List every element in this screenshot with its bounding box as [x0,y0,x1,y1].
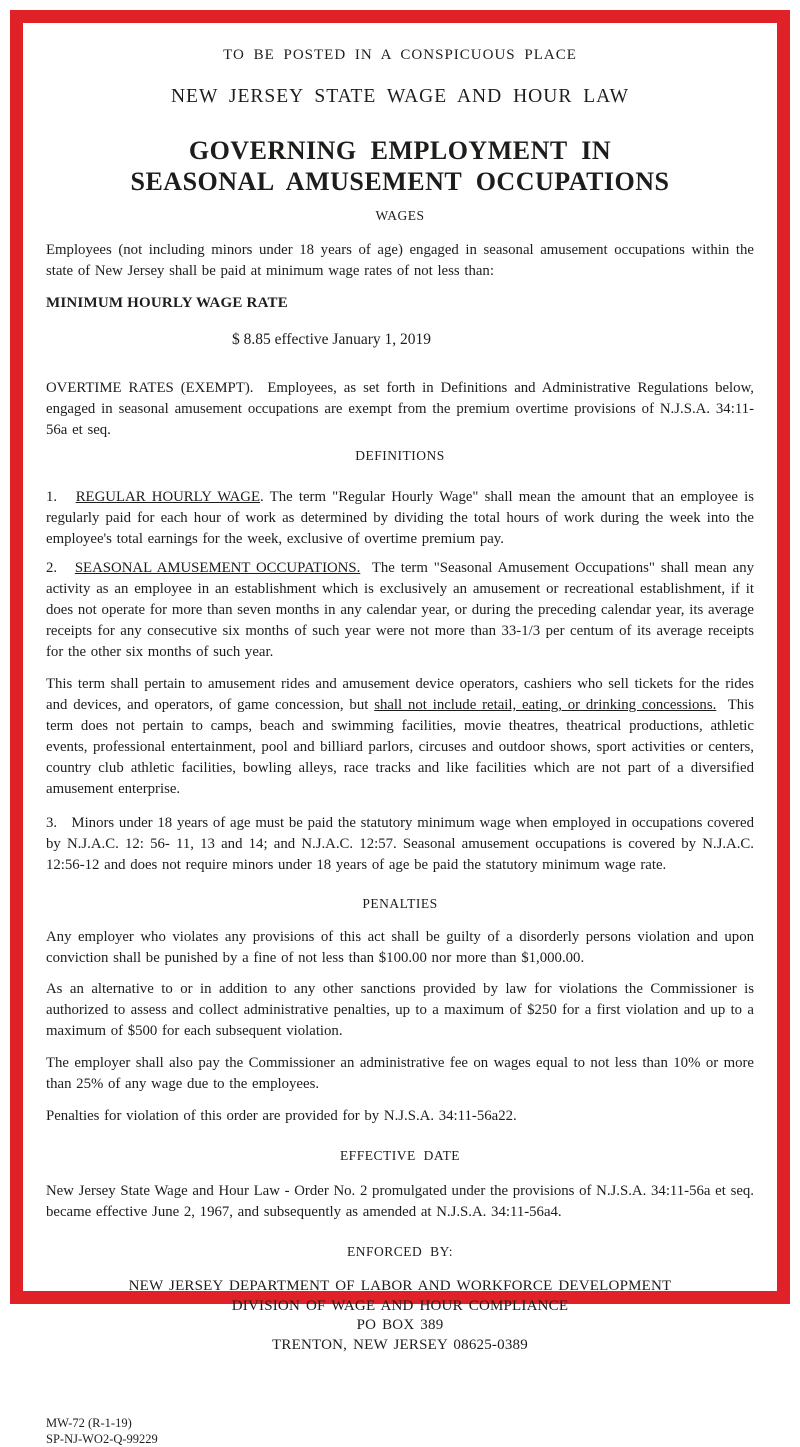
term-scope-pre: This term shall pertain to amusement rides and amusement device operators, cashiers who sell tickets for the rides and devices, and operators, of game concession, but [46,676,754,713]
definition-2-number: 2. [46,560,75,576]
definition-3-minors [46,813,754,876]
red-border-frame [10,10,790,1446]
agency-city-line: TRENTON, NEW JERSEY 08625-0389 [272,1336,528,1353]
effective-date-section-heading: EFFECTIVE DATE [339,1148,461,1163]
definition-1-number: 1. [46,489,76,505]
definition-1-term: REGULAR HOURLY WAGE [75,489,261,505]
effective-date-paragraph: New Jersey State Wage and Hour Law - Order No. 2 promulgated under the provisions of N.J.S.A. 34:11-56a et seq. became effective June 2, 1967, and subsequently as amended at N.J.S.A. 34:11-56a4. [46,1183,754,1220]
footer-codes [46,1415,754,1447]
posting-notice: TO BE POSTED IN A CONSPICUOUS PLACE [223,47,577,63]
term-scope-paragraph [46,674,754,800]
minimum-wage-rate-label: MINIMUM HOURLY WAGE RATE [46,295,288,311]
overtime-rates-paragraph: OVERTIME RATES (EXEMPT). Employees, as set forth in Definitions and Administrative Regulations below, engaged in seasonal amusement occupations are exempt from the premium overtime provisions of N.J.S.A. 34:11-56a et seq. [46,380,754,438]
definition-3-text: Minors under 18 years of age must be paid the statutory minimum wage when employed in occupations covered by N.J.A.C. 12: 56- 11, 13 and 14; and N.J.A.C. 12:57. Seasonal amusement occupations is covered by N.J.A.C. 12:56-12 and does not require minors under 18 years of age be paid the statutory minimum wage rate. [46,815,754,873]
main-title-line1: GOVERNING EMPLOYMENT IN [188,136,612,165]
definition-3-number: 3. [46,815,72,831]
main-title-line2: SEASONAL AMUSEMENT OCCUPATIONS [130,167,670,196]
penalties-paragraph-2: As an alternative to or in addition to any other sanctions provided by law for violations the Commissioner is authorized to assess and collect administrative penalties, up to a maximum of $250 for a first violation and up to a maximum of $500 for each subsequent violation. [46,981,754,1039]
law-title: NEW JERSEY STATE WAGE AND HOUR LAW [170,86,630,107]
definition-2-seasonal-amusement [46,558,754,663]
wages-intro-paragraph: Employees (not including minors under 18 years of age) engaged in seasonal amusement occupations within the state of New Jersey shall be paid at minimum wage rates of not less than: [46,242,754,279]
enforcement-agency-block [46,1277,754,1355]
minimum-wage-rate-value: $ 8.85 effective January 1, 2019 [232,331,432,348]
definition-1-text: . The term "Regular Hourly Wage" shall mean the amount that an employee is regularly paid for each hour of work as determined by dividing the total hours of work during the week into the employee's total earnings for the week, exclusive of overtime premium pay. [46,489,754,547]
form-number: MW-72 (R-1-19) [46,1416,132,1430]
print-code: SP-NJ-WO2-Q-99229 [46,1432,158,1446]
wages-section-heading: WAGES [375,208,425,223]
penalties-paragraph-1: Any employer who violates any provisions of this act shall be guilty of a disorderly persons violation and upon conviction shall be punished by a fine of not less than $100.00 nor more than $1,000.00. [46,929,754,966]
definition-2-term: SEASONAL AMUSEMENT OCCUPATIONS. [74,560,361,576]
penalties-paragraph-4: Penalties for violation of this order are provided for by N.J.S.A. 34:11-56a22. [46,1108,517,1124]
agency-division-line: DIVISION OF WAGE AND HOUR COMPLIANCE [231,1297,569,1314]
penalties-section-heading: PENALTIES [362,896,438,911]
enforced-by-section-heading: ENFORCED BY: [347,1244,453,1259]
definition-1-regular-hourly-wage [46,487,754,550]
agency-po-box-line: PO BOX 389 [356,1317,444,1333]
main-title [46,135,754,197]
definition-2-text: The term "Seasonal Amusement Occupations" shall mean any activity as an employee in an establishment which is exclusively an amusement or recreational establishment, if it does not operate for more than seven months in any calendar year, or during the preceding calendar year, its average receipts for any consecutive six months of such year were not more than 33-1/3 per centum of its average receipts for the other six months of such year. [46,560,754,660]
penalties-paragraph-3: The employer shall also pay the Commissioner an administrative fee on wages equal to not less than 10% or more than 25% of any wage due to the employees. [46,1055,754,1092]
definitions-section-heading: DEFINITIONS [355,448,445,463]
term-scope-underlined: shall not include retail, eating, or drinking concessions. [374,697,717,713]
term-scope-post: This term does not pertain to camps, beach and swimming facilities, movie theatres, theatrical productions, athletic events, professional entertainment, pool and billiard parlors, circuses and outdoor shows, sport activities or centers, country club athletic facilities, bowling alleys, race tracks and like facilities which are not part of a diversified amusement enterprise. [46,697,755,797]
agency-department-line: NEW JERSEY DEPARTMENT OF LABOR AND WORKFORCE DEVELOPMENT [128,1278,672,1294]
